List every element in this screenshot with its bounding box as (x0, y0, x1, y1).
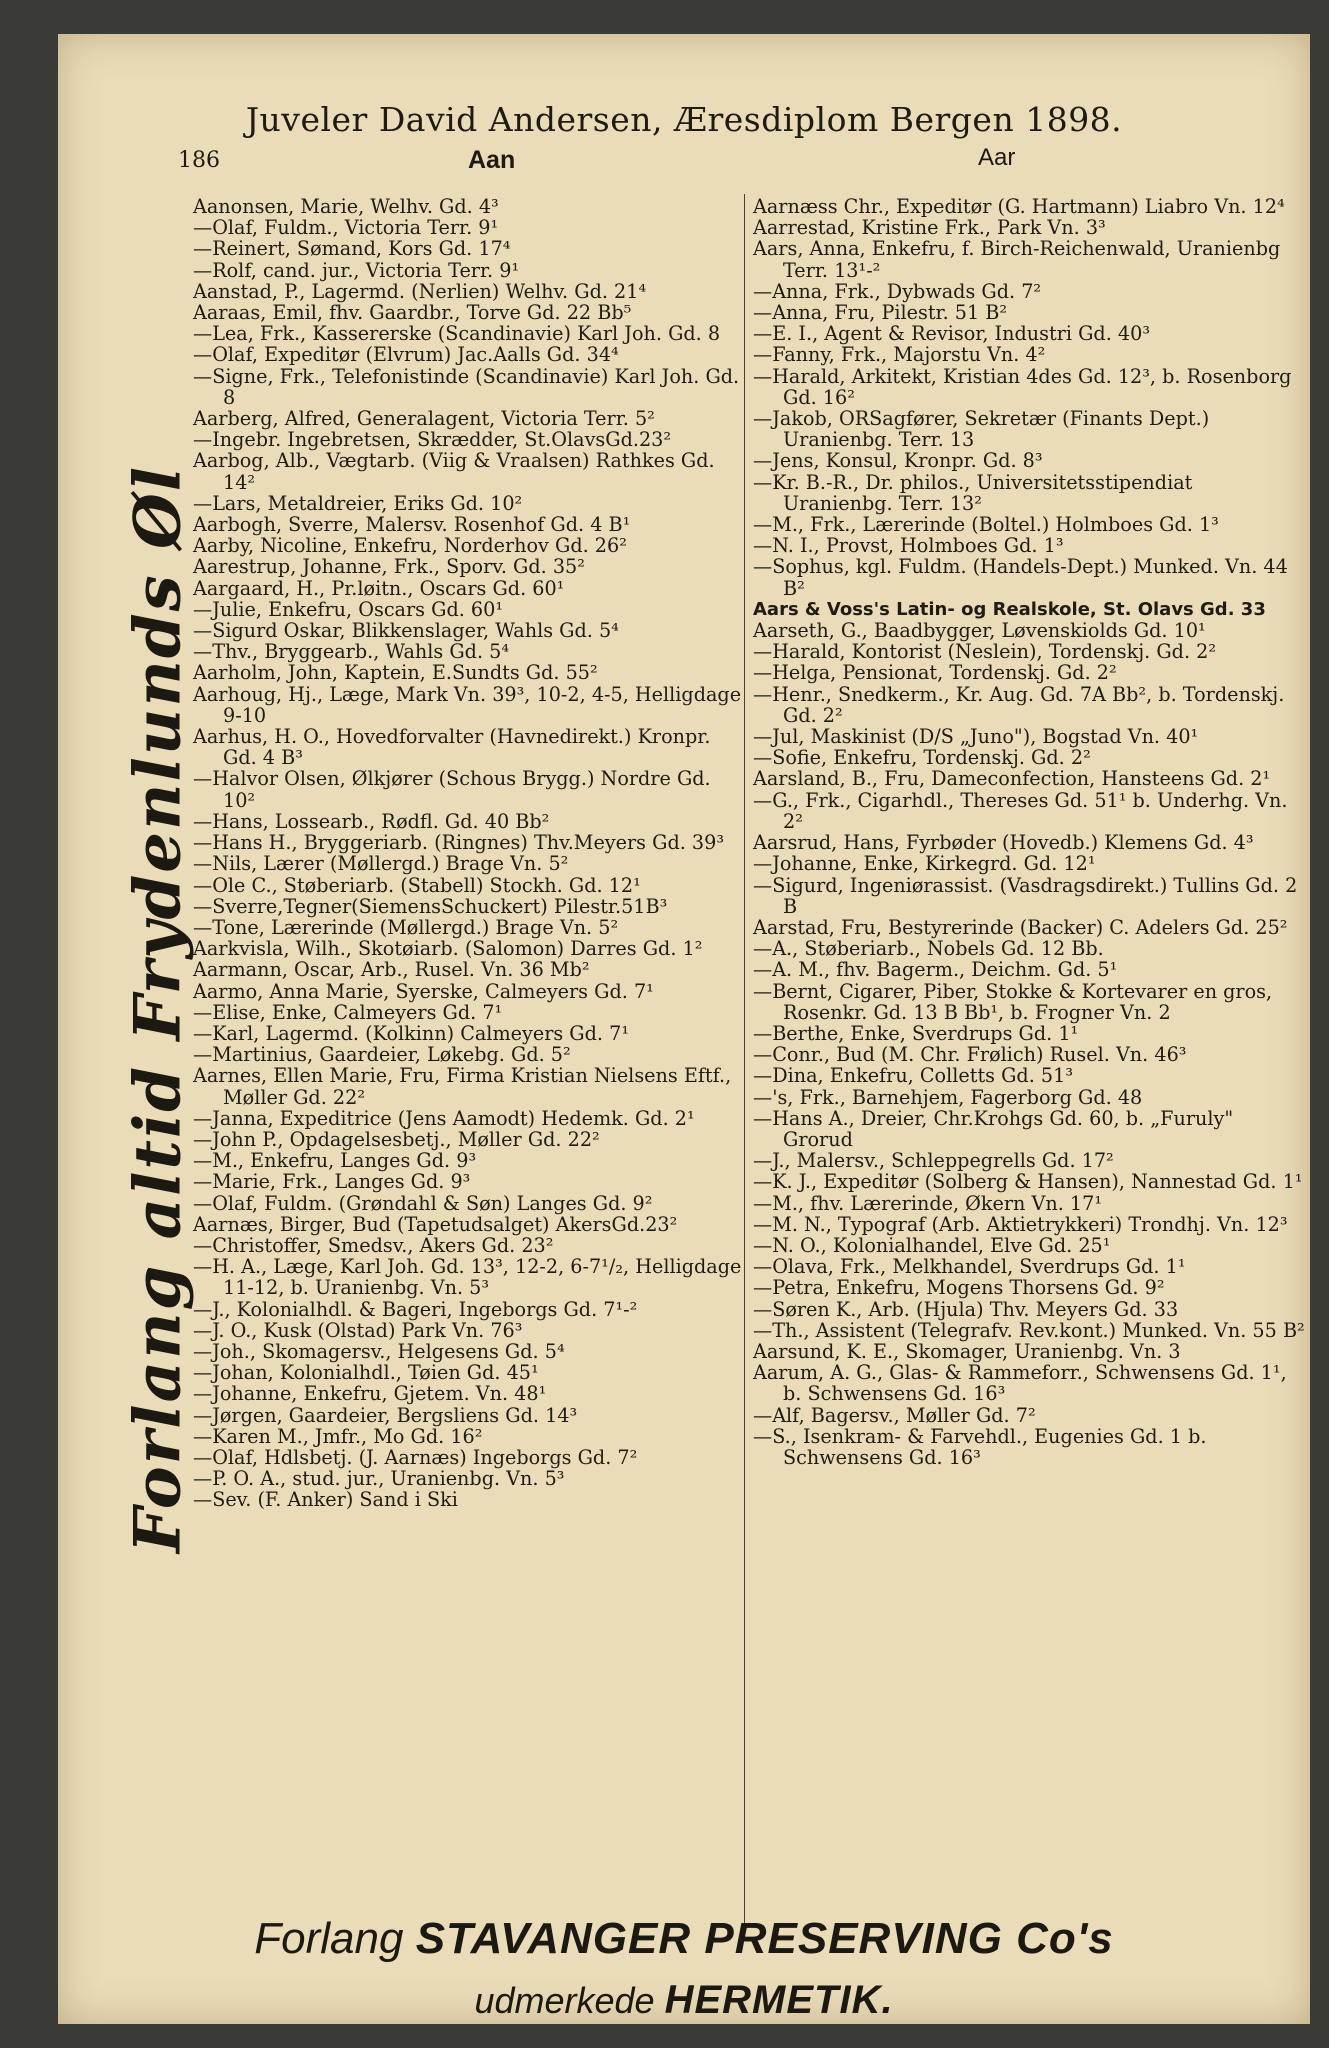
directory-entry: Aarsund, K. E., Skomager, Uranienbg. Vn. 3 (753, 1339, 1181, 1363)
directory-entry: —Alf, Bagersv., Møller Gd. 7² (753, 1403, 1036, 1427)
directory-entry: Aarhoug, Hj., Læge, Mark Vn. 39³, 10-2, 4-5, Helligdage 9-10 (193, 682, 742, 727)
directory-entry: Aanonsen, Marie, Welhv. Gd. 4³ (193, 195, 499, 218)
directory-entry: —Johanne, Enke, Kirkegrd. Gd. 12¹ (753, 852, 1096, 876)
directory-entry: Aarmann, Oscar, Arb., Rusel. Vn. 36 Mb² (193, 958, 590, 982)
directory-entry: —Lars, Metaldreier, Eriks Gd. 10² (193, 491, 523, 515)
left-column (193, 196, 745, 1511)
directory-entry: Aarseth, G., Baadbygger, Løvenskiolds Gd. 10¹ (753, 619, 1206, 643)
guide-word-right: Aar (978, 144, 1016, 171)
guide-word-left: Aan (468, 146, 516, 174)
bottom-ad-brand: STAVANGER PRESERVING Co's (415, 1914, 1114, 1963)
directory-entry: —Karl, Lagermd. (Kolkinn) Calmeyers Gd. 7¹ (193, 1021, 630, 1045)
column-divider (744, 194, 745, 1934)
directory-entry: —Sverre,Tegner(SiemensSchuckert) Pilestr.51B³ (193, 894, 668, 918)
directory-entry: —Johanne, Enkefru, Gjetem. Vn. 48¹ (193, 1382, 547, 1406)
directory-entry: —Bernt, Cigarer, Piber, Stokke & Kortevarer en gros, Rosenkr. Gd. 13 B Bb¹, b. Frogner Vn. 2 (753, 979, 1273, 1024)
directory-entry: Aarnæs, Birger, Bud (Tapetudsalget) AkersGd.23² (193, 1212, 678, 1236)
bottom-advertisement-line1 (58, 1914, 1310, 1964)
directory-entry: —Halvor Olsen, Ølkjører (Schous Brygg.) Nordre Gd. 10² (193, 767, 711, 812)
directory-entry: —Sophus, kgl. Fuldm. (Handels-Dept.) Munked. Vn. 44 B² (753, 555, 1288, 600)
directory-entry: —Hans A., Dreier, Chr.Krohgs Gd. 60, b. „Furuly" Grorud (753, 1106, 1234, 1151)
directory-entry: —Fanny, Frk., Majorstu Vn. 4² (753, 343, 1046, 367)
directory-entry: —Harald, Arkitekt, Kristian 4des Gd. 12³, b. Rosenborg Gd. 16² (753, 364, 1292, 409)
directory-entry: —M., Frk., Lærerinde (Boltel.) Holmboes Gd. 1³ (753, 513, 1219, 537)
directory-entry: —Reinert, Sømand, Kors Gd. 17⁴ (193, 237, 511, 261)
directory-entry: Aarstad, Fru, Bestyrerinde (Backer) C. Adelers Gd. 25² (753, 915, 1288, 939)
directory-entry: —M. N., Typograf (Arb. Aktietrykkeri) Trondhj. Vn. 12³ (753, 1212, 1288, 1236)
directory-entry: Aarbog, Alb., Vægtarb. (Viig & Vraalsen) Rathkes Gd. 14² (193, 449, 715, 494)
bottom-ad-prefix: Forlang (254, 1914, 404, 1963)
directory-entry: Aarhus, H. O., Hovedforvalter (Havnedirekt.) Kronpr. Gd. 4 B³ (193, 725, 711, 770)
directory-entry: Aarnes, Ellen Marie, Fru, Firma Kristian Nielsens Eftf., Møller Gd. 22² (193, 1064, 732, 1109)
bottom-ad-product: HERMETIK. (664, 1978, 894, 2022)
directory-entry: —Olaf, Fuldm. (Grøndahl & Søn) Langes Gd. 9² (193, 1191, 653, 1215)
directory-entry: —Søren K., Arb. (Hjula) Thv. Meyers Gd. 33 (753, 1297, 1179, 1321)
directory-entry: —Sofie, Enkefru, Tordenskj. Gd. 2² (753, 746, 1091, 770)
directory-entry: —Janna, Expeditrice (Jens Aamodt) Hedemk. Gd. 2¹ (193, 1106, 695, 1130)
directory-page (58, 34, 1310, 2024)
directory-entry: —Tone, Lærerinde (Møllergd.) Brage Vn. 5² (193, 915, 619, 939)
directory-entry: Aars, Anna, Enkefru, f. Birch-Reichenwald, Uranienbg Terr. 13¹-² (753, 237, 1281, 282)
directory-entry: —Olaf, Expeditør (Elvrum) Jac.Aalls Gd. 34⁴ (193, 343, 619, 367)
directory-entry: —J., Kolonialhdl. & Bageri, Ingeborgs Gd. 7¹-² (193, 1297, 638, 1321)
page-number: 186 (178, 148, 220, 173)
directory-entry: —Olaf, Fuldm., Victoria Terr. 9¹ (193, 216, 499, 240)
directory-entry: —H. A., Læge, Karl Joh. Gd. 13³, 12-2, 6-7¹/₂, Helligdage 11-12, b. Uranienbg. Vn. 5³ (193, 1255, 742, 1300)
directory-entry: —Julie, Enkefru, Oscars Gd. 60¹ (193, 597, 504, 621)
directory-entry: —Conr., Bud (M. Chr. Frølich) Rusel. Vn. 46³ (753, 1043, 1187, 1067)
directory-entry: —Berthe, Enke, Sverdrups Gd. 1¹ (753, 1021, 1079, 1045)
directory-entry: —Helga, Pensionat, Tordenskj. Gd. 2² (753, 661, 1117, 685)
directory-entry: Aarestrup, Johanne, Frk., Sporv. Gd. 35² (193, 555, 585, 579)
directory-entry: —Rolf, cand. jur., Victoria Terr. 9¹ (193, 258, 520, 282)
directory-entry: —K. J., Expeditør (Solberg & Hansen), Nannestad Gd. 1¹ (753, 1170, 1303, 1194)
directory-entry: —Christoffer, Smedsv., Akers Gd. 23² (193, 1233, 554, 1257)
directory-entry: —Henr., Snedkerm., Kr. Aug. Gd. 7A Bb², b. Tordenskj. Gd. 2² (753, 682, 1285, 727)
directory-entry: —Elise, Enke, Calmeyers Gd. 7¹ (193, 1000, 503, 1024)
directory-entry: —Ingebr. Ingebretsen, Skrædder, St.OlavsGd.23² (193, 428, 672, 452)
directory-entry: —Lea, Frk., Kassererske (Scandinavie) Karl Joh. Gd. 8 (193, 322, 721, 346)
directory-entry: —Harald, Kontorist (Neslein), Tordenskj. Gd. 2² (753, 640, 1217, 664)
directory-entry: —'s, Frk., Barnehjem, Fagerborg Gd. 48 (753, 1085, 1143, 1109)
directory-entry: Aarbogh, Sverre, Malersv. Rosenhof Gd. 4 B¹ (193, 513, 631, 537)
directory-entry: Aars & Voss's Latin- og Realskole, St. Olavs Gd. 33 (753, 598, 1266, 620)
directory-entry: —Anna, Fru, Pilestr. 51 B² (753, 301, 1008, 325)
directory-entry: —Olaf, Hdlsbetj. (J. Aarnæs) Ingeborgs Gd. 7² (193, 1445, 638, 1469)
right-column (753, 196, 1305, 1468)
directory-entry: Aarnæss Chr., Expeditør (G. Hartmann) Liabro Vn. 12⁴ (753, 195, 1285, 218)
directory-entry: —A., Støberiarb., Nobels Gd. 12 Bb. (753, 937, 1104, 961)
directory-entry: —Hans, Lossearb., Rødfl. Gd. 40 Bb² (193, 809, 550, 833)
directory-entry: Aarmo, Anna Marie, Syerske, Calmeyers Gd. 7¹ (193, 979, 654, 1003)
bottom-advertisement-line2 (58, 1978, 1310, 2023)
directory-entry: —M., Enkefru, Langes Gd. 9³ (193, 1149, 477, 1173)
side-advertisement-text: Forlang altid Frydenlunds Øl (120, 464, 196, 1554)
directory-entry: —Petra, Enkefru, Mogens Thorsens Gd. 9² (753, 1276, 1165, 1300)
directory-entry: —John P., Opdagelsesbetj., Møller Gd. 22² (193, 1127, 600, 1151)
directory-entry: —Jens, Konsul, Kronpr. Gd. 8³ (753, 449, 1043, 473)
directory-entry: —Anna, Frk., Dybwads Gd. 7² (753, 279, 1042, 303)
directory-entry: Aanstad, P., Lagermd. (Nerlien) Welhv. Gd. 21⁴ (193, 279, 647, 303)
directory-entry: —G., Frk., Cigarhdl., Thereses Gd. 51¹ b. Underhg. Vn. 2² (753, 788, 1288, 833)
directory-entry: Aarby, Nicoline, Enkefru, Norderhov Gd. 26² (193, 534, 627, 558)
directory-entry: Aarholm, John, Kaptein, E.Sundts Gd. 55² (193, 661, 598, 685)
directory-entry: Aarrestad, Kristine Frk., Park Vn. 3³ (753, 216, 1106, 240)
directory-entry: —Jørgen, Gaardeier, Bergsliens Gd. 14³ (193, 1403, 578, 1427)
directory-entry: —Jul, Maskinist (D/S „Juno"), Bogstad Vn. 40¹ (753, 725, 1199, 749)
directory-entry: Aarsland, B., Fru, Dameconfection, Hansteens Gd. 2¹ (753, 767, 1271, 791)
bottom-ad-prefix-2: udmerkede (474, 1980, 655, 2021)
directory-entry: —A. M., fhv. Bagerm., Deichm. Gd. 5¹ (753, 958, 1118, 982)
directory-entry: —E. I., Agent & Revisor, Industri Gd. 40³ (753, 322, 1151, 346)
directory-entry: —Dina, Enkefru, Colletts Gd. 51³ (753, 1064, 1074, 1088)
directory-entry: Aarsrud, Hans, Fyrbøder (Hovedb.) Klemens Gd. 4³ (753, 831, 1254, 855)
directory-entry: —Sev. (F. Anker) Sand i Ski (193, 1488, 458, 1512)
directory-entry: —Joh., Skomagersv., Helgesens Gd. 5⁴ (193, 1339, 565, 1363)
directory-entry: —N. I., Provst, Holmboes Gd. 1³ (753, 534, 1064, 558)
directory-entry: —Kr. B.-R., Dr. philos., Universitetsstipendiat Uranienbg. Terr. 13² (753, 470, 1193, 515)
header-advertisement: Juveler David Andersen, Æresdiplom Bergen 1898. (245, 100, 1123, 139)
directory-entry: —M., fhv. Lærerinde, Økern Vn. 17¹ (753, 1191, 1103, 1215)
directory-entry: —Johan, Kolonialhdl., Tøien Gd. 45¹ (193, 1361, 539, 1385)
directory-entry: —Martinius, Gaardeier, Løkebg. Gd. 5² (193, 1043, 571, 1067)
directory-entry: —Jakob, ORSagfører, Sekretær (Finants Dept.) Uranienbg. Terr. 13 (753, 407, 1210, 452)
directory-entry: —Sigurd, Ingeniørassist. (Vasdragsdirekt.) Tullins Gd. 2 B (753, 873, 1298, 918)
directory-entry: —J. O., Kusk (Olstad) Park Vn. 76³ (193, 1318, 523, 1342)
directory-entry: —S., Isenkram- & Farvehdl., Eugenies Gd. 1 b. Schwensens Gd. 16³ (753, 1424, 1207, 1469)
directory-entry: —J., Malersv., Schleppegrells Gd. 17² (753, 1149, 1114, 1173)
directory-entry: —Th., Assistent (Telegrafv. Rev.kont.) Munked. Vn. 55 B² (753, 1318, 1305, 1342)
directory-entry: —Ole C., Støberiarb. (Stabell) Stockh. Gd. 12¹ (193, 873, 641, 897)
side-advertisement (113, 314, 203, 1704)
directory-entry: —Sigurd Oskar, Blikkenslager, Wahls Gd. 5⁴ (193, 619, 619, 643)
directory-entry: —N. O., Kolonialhandel, Elve Gd. 25¹ (753, 1233, 1111, 1257)
directory-entry: Aargaard, H., Pr.løitn., Oscars Gd. 60¹ (193, 576, 565, 600)
directory-entry: —Signe, Frk., Telefonistinde (Scandinavie) Karl Joh. Gd. 8 (193, 364, 740, 409)
directory-entry: —Karen M., Jmfr., Mo Gd. 16² (193, 1424, 483, 1448)
directory-entry: —Thv., Bryggearb., Wahls Gd. 5⁴ (193, 640, 510, 664)
directory-entry: —Nils, Lærer (Møllergd.) Brage Vn. 5² (193, 852, 569, 876)
directory-entry: Aarum, A. G., Glas- & Rammeforr., Schwensens Gd. 1¹, b. Schwensens Gd. 16³ (753, 1361, 1287, 1406)
directory-entry: —Olava, Frk., Melkhandel, Sverdrups Gd. 1¹ (753, 1255, 1186, 1279)
directory-entry: —Hans H., Bryggeriarb. (Ringnes) Thv.Meyers Gd. 39³ (193, 831, 725, 855)
directory-entry: Aarberg, Alfred, Generalagent, Victoria Terr. 5² (193, 407, 655, 431)
directory-entry: Aarkvisla, Wilh., Skotøiarb. (Salomon) Darres Gd. 1² (193, 937, 703, 961)
directory-entry: Aaraas, Emil, fhv. Gaardbr., Torve Gd. 22 Bb⁵ (193, 301, 632, 325)
directory-entry: —Marie, Frk., Langes Gd. 9³ (193, 1170, 471, 1194)
directory-entry: —P. O. A., stud. jur., Uranienbg. Vn. 5³ (193, 1467, 565, 1491)
